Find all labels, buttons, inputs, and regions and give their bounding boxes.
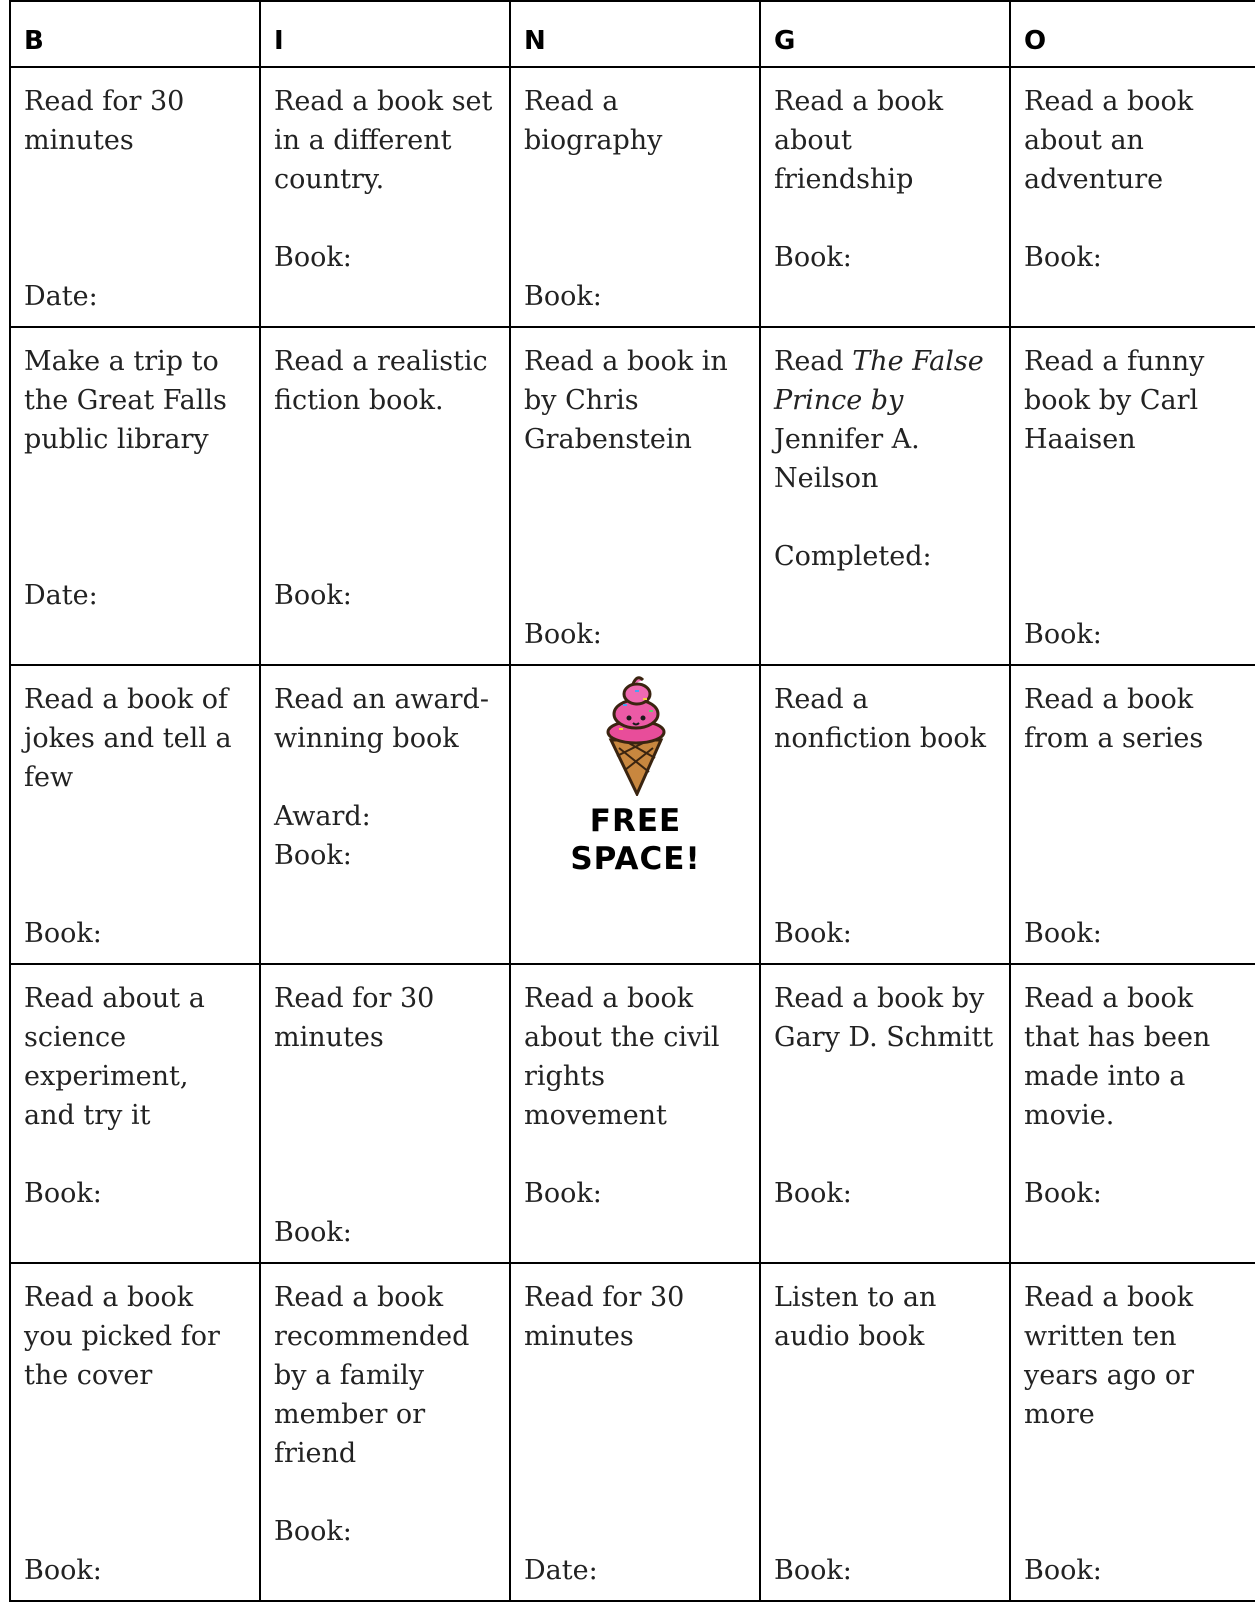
fill-in-label[interactable]: Book:	[24, 1555, 102, 1586]
bingo-square-b[interactable]	[10, 964, 260, 1263]
bingo-square-o[interactable]	[1010, 1263, 1255, 1601]
square-prompt: Read for 30 minutes	[524, 1282, 685, 1352]
bingo-square-n[interactable]	[510, 964, 760, 1263]
spacer	[1024, 758, 1243, 914]
square-prompt: Read a book written ten years ago or more	[1024, 1282, 1195, 1430]
bingo-row	[10, 1263, 1255, 1601]
prompt-part: Jennifer A. Neilson	[774, 424, 920, 494]
header-n: N	[510, 1, 760, 67]
header-i: I	[260, 1, 510, 67]
fill-in-label[interactable]: Book:	[1024, 1555, 1102, 1586]
spacer	[274, 1057, 497, 1213]
free-space-square[interactable]	[510, 665, 760, 964]
square-prompt: Read a book recommended by a family member or friend	[274, 1282, 470, 1469]
spacer	[274, 420, 497, 576]
bingo-square-b[interactable]	[10, 327, 260, 665]
bingo-row	[10, 67, 1255, 327]
bingo-square-n[interactable]	[510, 1263, 760, 1601]
bingo-square-o[interactable]	[1010, 964, 1255, 1263]
bingo-square-n[interactable]	[510, 327, 760, 665]
square-prompt: Read a biography	[524, 86, 663, 156]
fill-in-label[interactable]: Book:	[774, 1178, 852, 1209]
header-b: B	[10, 1, 260, 67]
fill-in-label[interactable]: Book:	[524, 1178, 602, 1209]
square-prompt: Read a book from a series	[1024, 684, 1204, 754]
bingo-square-g[interactable]	[760, 327, 1010, 665]
spacer	[1024, 1135, 1243, 1174]
square-prompt: Read a book that has been made into a movie.	[1024, 983, 1211, 1131]
fill-in-label[interactable]: Book:	[274, 242, 352, 273]
fill-in-label[interactable]: Book:	[24, 1178, 102, 1209]
fill-in-label[interactable]: Book:	[24, 918, 102, 949]
bingo-row	[10, 665, 1255, 964]
bingo-square-b[interactable]	[10, 665, 260, 964]
spacer	[774, 1057, 997, 1174]
square-prompt: Read a nonfiction book	[774, 684, 987, 754]
square-prompt: Read an award-winning book	[274, 684, 489, 754]
bingo-square-g[interactable]	[760, 665, 1010, 964]
bingo-square-o[interactable]	[1010, 67, 1255, 327]
header-o: O	[1010, 1, 1255, 67]
fill-in-label[interactable]: Book:	[524, 619, 602, 650]
prompt-part: Read	[774, 346, 853, 377]
bingo-square-g[interactable]	[760, 964, 1010, 1263]
spacer	[24, 1135, 247, 1174]
fill-in-label[interactable]: Book:	[274, 1217, 352, 1248]
bingo-square-i[interactable]	[260, 1263, 510, 1601]
bingo-square-o[interactable]	[1010, 327, 1255, 665]
fill-in-label[interactable]: Book:	[774, 242, 852, 273]
bingo-row	[10, 327, 1255, 665]
spacer	[274, 1473, 497, 1512]
free-label: FREE	[589, 803, 682, 839]
square-prompt: Read a book of jokes and tell a few	[24, 684, 232, 793]
fill-in-label[interactable]: Book:	[274, 1516, 352, 1547]
square-prompt	[774, 342, 997, 498]
square-prompt: Read a book about an adventure	[1024, 86, 1194, 195]
fill-in-label[interactable]: Book:	[774, 1555, 852, 1586]
fill-in-label[interactable]: Book:	[1024, 918, 1102, 949]
square-prompt: Read a book in by Chris Grabenstein	[524, 346, 728, 455]
spacer	[24, 160, 247, 277]
spacer	[524, 1135, 747, 1174]
square-prompt: Read a book about the civil rights movement	[524, 983, 720, 1131]
ice-cream-cone-icon	[524, 674, 747, 796]
bingo-square-i[interactable]	[260, 964, 510, 1263]
square-prompt: Read a book by Gary D. Schmitt	[774, 983, 994, 1053]
bingo-square-n[interactable]	[510, 67, 760, 327]
fill-in-label[interactable]: Date:	[24, 281, 98, 312]
spacer	[1024, 1434, 1243, 1551]
fill-in-label[interactable]: Book:	[524, 281, 602, 312]
fill-in-label[interactable]: Book:	[774, 918, 852, 949]
fill-in-label[interactable]: Book:	[1024, 619, 1102, 650]
spacer	[524, 459, 747, 615]
bingo-square-i[interactable]	[260, 327, 510, 665]
spacer	[274, 758, 497, 797]
square-prompt: Read a funny book by Carl Haaisen	[1024, 346, 1205, 455]
free-space-label	[524, 802, 747, 878]
fill-in-label[interactable]: Book:	[1024, 242, 1102, 273]
spacer	[774, 498, 997, 537]
bingo-square-b[interactable]	[10, 67, 260, 327]
square-prompt: Make a trip to the Great Falls public library	[24, 346, 227, 455]
square-prompt: Read a book about friendship	[774, 86, 944, 195]
spacer	[1024, 459, 1243, 615]
fill-in-label[interactable]: Date:	[524, 1555, 598, 1586]
square-prompt: Read for 30 minutes	[274, 983, 435, 1053]
spacer	[774, 199, 997, 238]
bingo-square-g[interactable]	[760, 67, 1010, 327]
square-prompt: Listen to an audio book	[774, 1282, 937, 1352]
space-label: SPACE!	[570, 841, 701, 877]
fill-in-label[interactable]: Completed:	[774, 541, 932, 572]
spacer	[24, 459, 247, 576]
spacer	[274, 199, 497, 238]
fill-in-label[interactable]: Award:	[274, 801, 371, 832]
bingo-square-g[interactable]	[760, 1263, 1010, 1601]
fill-in-label[interactable]: Book:	[274, 580, 352, 611]
bingo-card	[9, 0, 1255, 1602]
fill-in-label[interactable]: Book:	[274, 840, 352, 871]
bingo-square-i[interactable]	[260, 665, 510, 964]
spacer	[774, 758, 997, 914]
spacer	[524, 160, 747, 277]
header-row	[10, 1, 1255, 67]
square-prompt: Read for 30 minutes	[24, 86, 185, 156]
spacer	[524, 1356, 747, 1551]
square-prompt: Read a realistic fiction book.	[274, 346, 488, 416]
square-prompt: Read a book set in a different country.	[274, 86, 493, 195]
spacer	[1024, 199, 1243, 238]
book-title: The False Prince by	[774, 346, 984, 416]
bingo-square-b[interactable]	[10, 1263, 260, 1601]
bingo-square-o[interactable]	[1010, 665, 1255, 964]
spacer	[774, 1356, 997, 1551]
square-prompt: Read about a science experiment, and try it	[24, 983, 205, 1131]
spacer	[24, 1395, 247, 1551]
spacer	[24, 797, 247, 914]
fill-in-label[interactable]: Book:	[1024, 1178, 1102, 1209]
square-prompt: Read a book you picked for the cover	[24, 1282, 220, 1391]
bingo-square-i[interactable]	[260, 67, 510, 327]
fill-in-label[interactable]: Date:	[24, 580, 98, 611]
bingo-grid	[10, 67, 1255, 1601]
bingo-row	[10, 964, 1255, 1263]
header-g: G	[760, 1, 1010, 67]
